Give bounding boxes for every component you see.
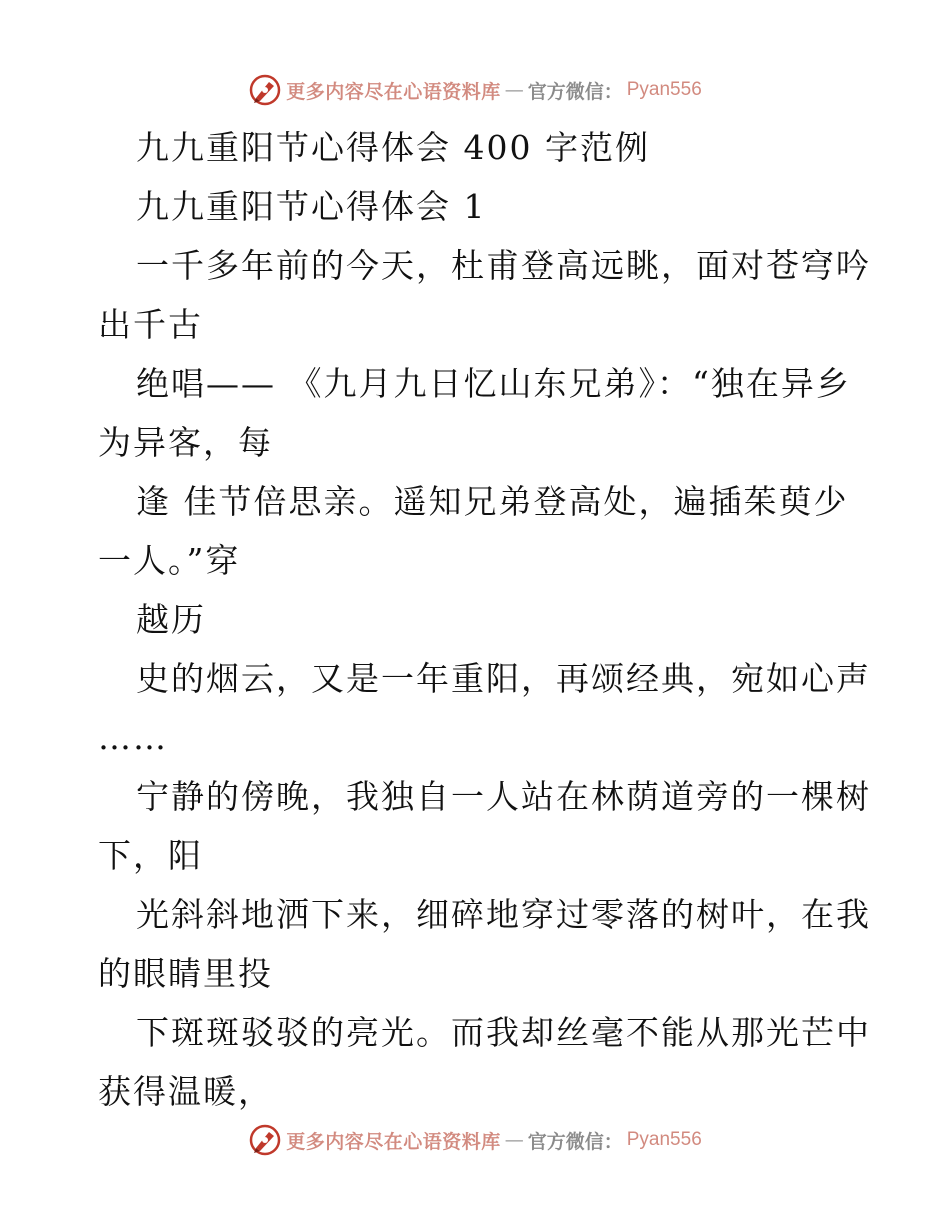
watermark-wechat-id: Pyan556 xyxy=(626,79,702,100)
header-watermark xyxy=(0,70,950,110)
document-body xyxy=(98,118,871,1121)
text-line: 为异客，每 xyxy=(98,423,273,462)
watermark-site-text: 更多内容尽在心语资料库 xyxy=(286,80,501,103)
text-line: 的眼睛里投 xyxy=(98,954,273,993)
text-line: 绝唱—— 《九月九日忆山东兄弟》：“独在异乡 xyxy=(136,364,851,403)
watermark-wechat-id: Pyan556 xyxy=(626,1129,702,1150)
text-line: 出千古 xyxy=(98,305,203,344)
text-line: 下，阳 xyxy=(98,836,203,875)
watermark-dash: — xyxy=(504,79,524,101)
text-line: 九九重阳节心得体会 400 字范例 xyxy=(136,128,650,167)
text-line: 一千多年前的今天，杜甫登高远眺，面对苍穹吟 xyxy=(136,246,871,285)
watermark-inner xyxy=(248,1123,702,1157)
footer-watermark xyxy=(0,1120,950,1160)
watermark-wechat-label: 官方微信： xyxy=(527,1130,623,1153)
text-line: 一人。”穿 xyxy=(98,541,241,580)
watermark-dash: — xyxy=(504,1129,524,1151)
watermark-wechat-label: 官方微信： xyxy=(527,80,623,103)
text-line: …… xyxy=(98,718,168,757)
text-line: 下斑斑驳驳的亮光。而我却丝毫不能从那光芒中 xyxy=(136,1013,871,1052)
text-line: 光斜斜地洒下来，细碎地穿过零落的树叶，在我 xyxy=(136,895,871,934)
watermark-inner xyxy=(248,73,702,107)
text-line: 史的烟云，又是一年重阳，再颂经典，宛如心声 xyxy=(136,659,871,698)
pen-nib-logo-icon xyxy=(248,73,282,107)
pen-nib-logo-icon xyxy=(248,1123,282,1157)
text-line: 宁静的傍晚，我独自一人站在林荫道旁的一棵树 xyxy=(136,777,871,816)
text-line: 获得温暖， xyxy=(98,1072,273,1111)
text-line: 九九重阳节心得体会 1 xyxy=(136,187,487,226)
text-line: 越历 xyxy=(136,600,206,639)
text-line: 逢 佳节倍思亲。遥知兄弟登高处，遍插茱萸少 xyxy=(136,482,849,521)
watermark-site-text: 更多内容尽在心语资料库 xyxy=(286,1130,501,1153)
